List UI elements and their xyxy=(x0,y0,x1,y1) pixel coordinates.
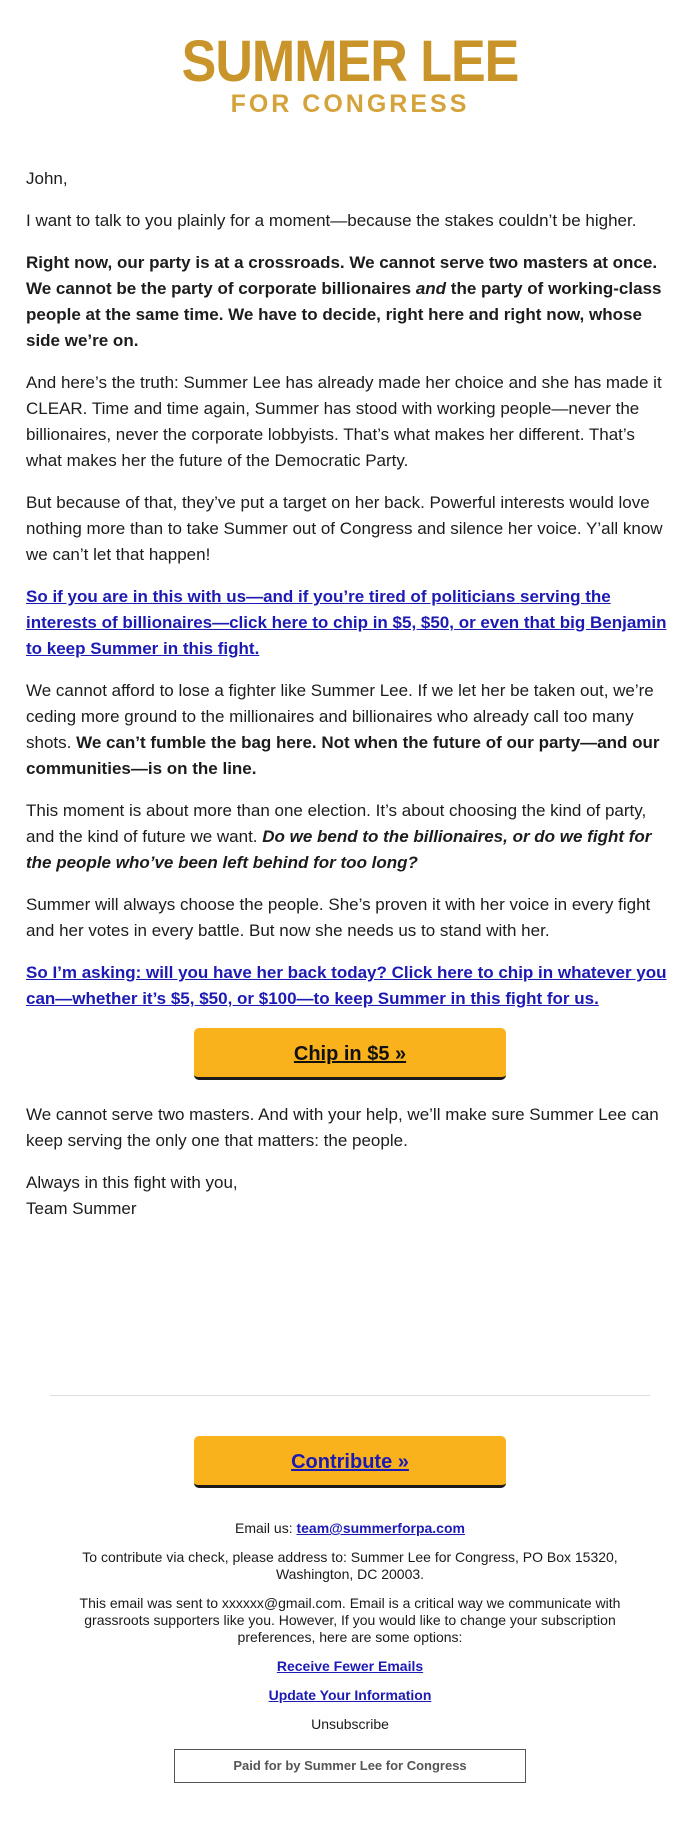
campaign-logo xyxy=(0,0,700,120)
chip-in-button[interactable]: Chip in $5 » xyxy=(194,1028,506,1080)
fewer-emails-link[interactable]: Receive Fewer Emails xyxy=(276,1658,424,1674)
unsubscribe-line xyxy=(0,1716,700,1733)
update-info-line xyxy=(0,1687,700,1704)
paid-for-disclaimer: Paid for by Summer Lee for Congress xyxy=(174,1749,526,1783)
fighter-text: We cannot afford to lose a fighter like Summer Lee. If we let her be taken out, we’re ceding more ground to the millionaires and billionaires who already call too many shots. xyxy=(26,681,654,752)
logo-name: SUMMER LEE xyxy=(181,29,519,95)
paragraph-closing: We cannot serve two masters. And with your help, we’ll make sure Summer Lee can keep serving the only one that matters: the people. xyxy=(26,1105,659,1150)
email-us-label: Email us: xyxy=(235,1520,297,1536)
paragraph-moment xyxy=(26,798,674,876)
sent-notice: This email was sent to xxxxxx@gmail.com. Email is a critical way we communicate with grassroots supporters like you. However, If you would like to change your subscription preferences, here are some options: xyxy=(79,1595,621,1645)
paragraph-target: But because of that, they’ve put a target on her back. Powerful interests would love nothing more than to take Summer out of Congress and silence her voice. Y’all know we can’t let that happen! xyxy=(26,493,663,564)
signature-block xyxy=(26,1170,674,1222)
signature: Team Summer xyxy=(26,1199,137,1218)
paragraph-people: Summer will always choose the people. She’s proven it with her voice in every fight and her votes in every battle. But now she needs us to stand with her. xyxy=(26,895,651,940)
paragraph-crossroads xyxy=(26,250,674,354)
paragraph-truth: And here’s the truth: Summer Lee has already made her choice and she has made it CLEAR. Time and time again, Summer has stood with working people—never the billionaires, never the corporate lobbyists. That’s what makes her different. That’s what makes her the future of the Democratic Party. xyxy=(26,373,662,470)
unsubscribe-link[interactable]: Unsubscribe xyxy=(311,1716,389,1732)
moment-bold-italic-text: Do we bend to the billionaires, or do we fight for the people who’ve been left behind for too long? xyxy=(26,827,652,872)
moment-text: This moment is about more than one election. It’s about choosing the kind of party, and the kind of future we want. xyxy=(26,801,647,846)
check-instructions: To contribute via check, please address to: Summer Lee for Congress, PO Box 15320, Washington, DC 20003. xyxy=(82,1549,618,1582)
footer-divider xyxy=(50,1395,650,1396)
fewer-emails-line xyxy=(0,1658,700,1675)
crossroads-emphasis: and xyxy=(415,279,447,298)
crossroads-text-a: Right now, our party is at a crossroads. We cannot serve two masters at once. We cannot be the party of corporate billionaires xyxy=(26,253,658,298)
donate-link-paragraph-2 xyxy=(26,960,674,1012)
cta-row xyxy=(26,1028,674,1080)
email-us-link[interactable]: team@summerforpa.com xyxy=(296,1520,465,1536)
paragraph-fighter xyxy=(26,678,674,782)
contribute-row xyxy=(0,1436,700,1488)
signoff: Always in this fight with you, xyxy=(26,1173,238,1192)
contribute-button[interactable]: Contribute » xyxy=(194,1436,506,1488)
fighter-bold-text: We can’t fumble the bag here. Not when the future of our party—and our communities—is on the line. xyxy=(26,733,660,778)
donate-link-paragraph-1 xyxy=(26,584,674,662)
email-body xyxy=(0,166,700,1222)
greeting: John, xyxy=(26,169,68,188)
footer xyxy=(0,1436,700,1783)
logo-subtitle: FOR CONGRESS xyxy=(230,90,470,118)
paragraph-intro: I want to talk to you plainly for a moment—because the stakes couldn’t be higher. xyxy=(26,211,637,230)
update-info-link[interactable]: Update Your Information xyxy=(268,1687,432,1703)
email-us-line xyxy=(0,1520,700,1537)
donate-link-1[interactable]: So if you are in this with us—and if you’re tired of politicians serving the interests of billionaires—click here to chip in $5, $50, or even that big Benjamin to keep Summer in this fight. xyxy=(26,587,667,658)
donate-link-2[interactable]: So I’m asking: will you have her back today? Click here to chip in whatever you can—whether it’s $5, $50, or $100—to keep Summer in this fight for us. xyxy=(26,963,667,1008)
crossroads-text-c: the party of working-class people at the same time. We have to decide, right here and right now, whose side we’re on. xyxy=(26,279,662,350)
